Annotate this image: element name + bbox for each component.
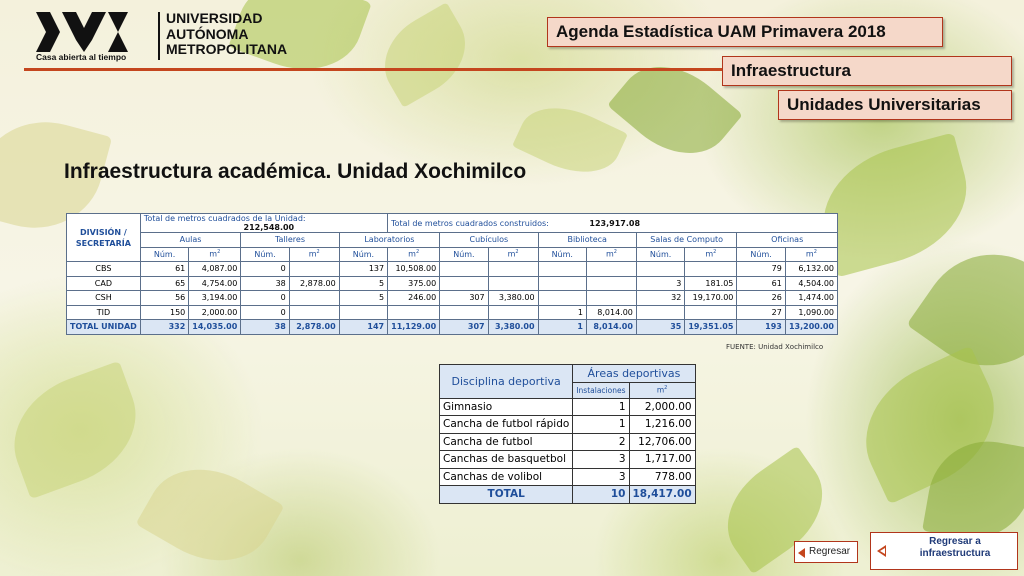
m2-label: m [209, 250, 218, 260]
num-subheader: Núm. [538, 247, 586, 262]
table-cell [440, 305, 488, 320]
agenda-title-box: Agenda Estadística UAM Primavera 2018 [547, 17, 943, 47]
table-cell: 4,087.00 [189, 262, 241, 277]
m2-sup: 2 [515, 249, 519, 256]
table-cell: 137 [339, 262, 387, 277]
table-cell [538, 291, 586, 306]
subheader-row [67, 247, 838, 262]
table-cell [586, 291, 636, 306]
m2-sup: 2 [217, 249, 221, 256]
m2-subheader [189, 247, 241, 262]
table-row [440, 468, 696, 486]
regresar-label: Regresar [809, 546, 851, 557]
group-header: Biblioteca [538, 233, 636, 248]
m2-sup: 2 [713, 249, 717, 256]
instalaciones-cell: 3 [573, 468, 629, 486]
logo-divider [158, 12, 160, 60]
instalaciones-cell: 2 [573, 433, 629, 451]
group-header: Salas de Computo [636, 233, 737, 248]
table-cell: 1 [538, 320, 586, 335]
regresar-infra-label-1: Regresar a [929, 536, 981, 547]
table-cell: 19,170.00 [685, 291, 737, 306]
table-cell: 4,504.00 [785, 276, 837, 291]
table-cell: 8,014.00 [586, 305, 636, 320]
table-cell [488, 305, 538, 320]
disciplina-cell: Canchas de volibol [440, 468, 573, 486]
table-cell: 26 [737, 291, 785, 306]
table-cell [388, 305, 440, 320]
num-subheader: Núm. [339, 247, 387, 262]
table-row [440, 398, 696, 416]
num-subheader: Núm. [241, 247, 289, 262]
m2-sup: 2 [813, 249, 817, 256]
table-cell: 14,035.00 [189, 320, 241, 335]
back-arrow-icon [798, 548, 805, 558]
table-cell [289, 262, 339, 277]
table-cell: 2,000.00 [189, 305, 241, 320]
row-label: CAD [67, 276, 141, 291]
areas-header: Áreas deportivas [573, 365, 695, 383]
table-cell: 147 [339, 320, 387, 335]
table-cell [586, 262, 636, 277]
division-header: DIVISIÓN / SECRETARÍA [67, 214, 141, 262]
m2-subheader [488, 247, 538, 262]
source-note: FUENTE: Unidad Xochimilco [726, 343, 824, 351]
table-cell [538, 276, 586, 291]
m2-cell: 12,706.00 [629, 433, 695, 451]
num-subheader: Núm. [140, 247, 188, 262]
m2-label: m [605, 250, 614, 260]
table-cell: 3,380.00 [488, 320, 538, 335]
table-cell: 3 [636, 276, 684, 291]
table-cell: 8,014.00 [586, 320, 636, 335]
table-row [67, 305, 838, 320]
total-unidad-label: Total de metros cuadrados de la Unidad: [143, 214, 306, 223]
logo-name [166, 11, 287, 58]
table-cell: 27 [737, 305, 785, 320]
m2-cell: 1,717.00 [629, 451, 695, 469]
m2-cell: 778.00 [629, 468, 695, 486]
total-construidos-cell [388, 214, 838, 233]
m2-label: m [705, 250, 714, 260]
table-row [440, 451, 696, 469]
table-cell: 38 [241, 320, 289, 335]
num-subheader: Núm. [636, 247, 684, 262]
table-cell: 11,129.00 [388, 320, 440, 335]
table-cell: 1,474.00 [785, 291, 837, 306]
table-cell: 10,508.00 [388, 262, 440, 277]
row-label: TOTAL UNIDAD [67, 320, 141, 335]
areas-deportivas-table [439, 364, 696, 504]
row-label: TID [67, 305, 141, 320]
m2-subheader [586, 247, 636, 262]
total-row [440, 486, 696, 504]
table-cell: 65 [140, 276, 188, 291]
table-cell: 56 [140, 291, 188, 306]
table-cell: 307 [440, 291, 488, 306]
group-header: Talleres [241, 233, 339, 248]
table-cell [488, 276, 538, 291]
table-cell: 13,200.00 [785, 320, 837, 335]
total-unidad-value: 212,548.00 [243, 223, 295, 232]
regresar-button[interactable] [794, 541, 858, 563]
m2-cell: 2,000.00 [629, 398, 695, 416]
table-cell [636, 305, 684, 320]
table-cell [538, 262, 586, 277]
disciplina-cell: Cancha de futbol rápido [440, 416, 573, 434]
instalaciones-cell: 10 [573, 486, 629, 504]
instalaciones-cell: 3 [573, 451, 629, 469]
logo-name-line: UNIVERSIDAD [166, 10, 263, 26]
instalaciones-cell: 1 [573, 398, 629, 416]
table-cell: 2,878.00 [289, 276, 339, 291]
table-cell: 19,351.05 [685, 320, 737, 335]
m2-label: m [805, 250, 814, 260]
background-leaf [136, 446, 285, 576]
table-cell [636, 262, 684, 277]
table-row [67, 276, 838, 291]
header-divider-line [24, 68, 724, 71]
table-cell [685, 305, 737, 320]
m2-sup: 2 [316, 249, 320, 256]
logo-caption: Casa abierta al tiempo [36, 52, 127, 62]
table-cell: 5 [339, 291, 387, 306]
table-cell [440, 276, 488, 291]
m2-sup: 2 [415, 249, 420, 256]
total-row [67, 320, 838, 335]
table-cell: 0 [241, 305, 289, 320]
table-row [440, 416, 696, 434]
group-header: Laboratorios [339, 233, 440, 248]
m2-subheader [388, 247, 440, 262]
table-cell: 5 [339, 276, 387, 291]
table-cell: 79 [737, 262, 785, 277]
table-cell: 307 [440, 320, 488, 335]
table-cell: 193 [737, 320, 785, 335]
m2-label: m [507, 250, 516, 260]
regresar-infra-label-2: infraestructura [919, 548, 991, 559]
background-leaf [369, 2, 482, 108]
disciplina-cell: TOTAL [440, 486, 573, 504]
table-cell: 0 [241, 262, 289, 277]
m2-cell: 1,216.00 [629, 416, 695, 434]
m2-header [629, 382, 695, 398]
instalaciones-header: Instalaciones [573, 382, 629, 398]
disciplina-header: Disciplina deportiva [440, 365, 573, 399]
table-cell [289, 291, 339, 306]
table-cell [440, 262, 488, 277]
table-cell: 1 [538, 305, 586, 320]
m2-label: m [408, 250, 416, 260]
m2-label: m [656, 385, 665, 395]
m2-subheader [289, 247, 339, 262]
table-cell: 150 [140, 305, 188, 320]
total-construidos-value: 123,917.08 [589, 218, 641, 228]
uam-logo [30, 10, 288, 62]
m2-sup: 2 [613, 249, 617, 256]
total-construidos-label: Total de metros cuadrados construidos: [391, 218, 549, 228]
table-cell: 61 [140, 262, 188, 277]
m2-subheader [685, 247, 737, 262]
table-cell: 332 [140, 320, 188, 335]
regresar-infraestructura-button[interactable] [870, 532, 1018, 570]
table-cell [339, 305, 387, 320]
group-header: Aulas [140, 233, 241, 248]
logo-name-line: METROPOLITANA [166, 41, 288, 57]
instalaciones-cell: 1 [573, 416, 629, 434]
table-cell: 35 [636, 320, 684, 335]
disciplina-cell: Cancha de futbol [440, 433, 573, 451]
background-leaf [0, 361, 153, 499]
table-cell: 4,754.00 [189, 276, 241, 291]
table-row [440, 433, 696, 451]
table-cell: 1,090.00 [785, 305, 837, 320]
uam-logo-mark-icon [36, 12, 128, 52]
page-title: Infraestructura académica. Unidad Xochimilco [64, 160, 527, 183]
section-title-box[interactable]: Infraestructura [722, 56, 1012, 86]
logo-name-line: AUTÓNOMA [166, 25, 249, 42]
table-cell: 3,194.00 [189, 291, 241, 306]
disciplina-cell: Canchas de basquetbol [440, 451, 573, 469]
num-subheader: Núm. [737, 247, 785, 262]
m2-sup: 2 [664, 385, 668, 392]
table-cell: 61 [737, 276, 785, 291]
group-header: Cubículos [440, 233, 538, 248]
table-cell [289, 305, 339, 320]
table-row [67, 262, 838, 277]
table-cell: 32 [636, 291, 684, 306]
m2-label: m [308, 250, 317, 260]
total-unidad-cell [140, 214, 387, 233]
table-cell: 375.00 [388, 276, 440, 291]
table-cell: 2,878.00 [289, 320, 339, 335]
row-label: CSH [67, 291, 141, 306]
m2-subheader [785, 247, 837, 262]
table-cell: 6,132.00 [785, 262, 837, 277]
table-cell: 246.00 [388, 291, 440, 306]
table-cell: 181.05 [685, 276, 737, 291]
group-header: Oficinas [737, 233, 838, 248]
table-cell [586, 276, 636, 291]
table-cell: 38 [241, 276, 289, 291]
m2-cell: 18,417.00 [629, 486, 695, 504]
table-cell [685, 262, 737, 277]
num-subheader: Núm. [440, 247, 488, 262]
disciplina-cell: Gimnasio [440, 398, 573, 416]
table-cell: 3,380.00 [488, 291, 538, 306]
row-label: CBS [67, 262, 141, 277]
table-cell [488, 262, 538, 277]
table-row [67, 291, 838, 306]
subsection-title-box[interactable]: Unidades Universitarias [778, 90, 1012, 120]
table-cell: 0 [241, 291, 289, 306]
infraestructura-academica-table [66, 213, 838, 335]
